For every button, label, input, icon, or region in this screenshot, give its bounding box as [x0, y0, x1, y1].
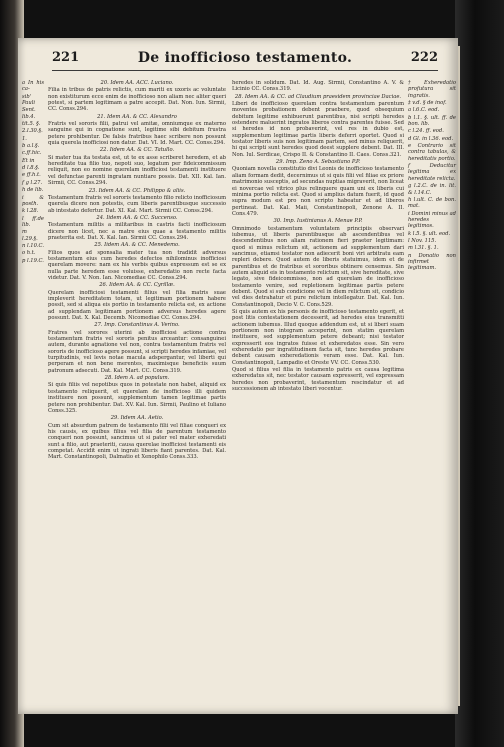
section-heading: 26. Iidem AA. & CC. Cyrillæ. — [99, 282, 175, 289]
section-heading: 24. Iidem AA. & CC. Succenso. — [96, 214, 178, 221]
margin-note: g l.2.C. de in. lit. & l.14.C. — [408, 183, 456, 196]
folio-right: 222 — [410, 50, 438, 65]
margin-note: m l.31. §. 1. — [408, 245, 439, 252]
margin-note: h l.ult. C. de bon. mat. — [408, 196, 456, 210]
margin-note: d l.8.§. — [22, 165, 40, 172]
margin-note: n l.10.C. — [22, 242, 44, 249]
paragraph: Quoniam novella constitutio divi Leonis de inofficioso testamento aliam formam dedit, decernimus ut si quis filii vel filiae ex priore matrimonio susceptis, ad secundas nuptias migraverit, non liceat ei novercae vel vitrico plus relinquere quam uni ex liberis cui minima portio relicta est. Quod si amplius datum fuerit, id quod supra modum est pro non scripto habeatur et ad liberos pertineat. Dat. Kal. Maii, Constantinopoli, Zenone A. II. Cons.479. — [232, 166, 404, 217]
paragraph: Fratris vel sororis filii, patrui vel amitæ, omniumque ex materno sanguine qui in cognatione sunt, legitime sibi debitum frustra petere prohibentur. De falsis fratribus haec scribere non possunt quia querela inofficiosi non datur. Dat. VI. Id. Mart. CC. Conss.294. — [48, 121, 226, 147]
paragraph: Si quis filiis vel nepotibus quos in potestate non habet, aliquid ex testamento reliquerit, et querelam de inofficioso illi quidem instituere non possunt, supplementum tamen legitimae partis petere non prohibentur. Dat. XV. Kal. Iun. Sirmii, Paulino et Iuliano Conss.325. — [48, 382, 226, 414]
paragraph: Filios quos ad sponsalia mater tua non tradidit adversus testamentum eius cum heredes defectos nihilominus inofficiosi querelam movere: nam ex his verbis quibus expressum est se ex nulla parte heredem esse voluisse, exheredatio non recte facta videtur. Dat. V. Non. Ian. Nicomediae CC. Conss.294. — [48, 249, 226, 281]
book-binding — [455, 0, 504, 747]
margin-note: ‡ v.d. § de inof. — [408, 100, 447, 107]
margin-note: c.ff.hic. — [22, 150, 42, 157]
section-heading: 28. Idem AA. & CC. ad Claudium praesidem provinciae Daciae. — [234, 93, 402, 100]
margin-note: † Exheredatio profutura sit ingratis. — [408, 80, 456, 99]
paragraph: Si quis autem ex his personis de inofficioso testamento egerit, et post litis contestationem decesserit, ad heredes eius transmitti actionem iubemus. Illud quoque addendum est, ut si liberi suam portionem non integram acceperint, non statim querelam instituere, sed supplementum petere debeant; nisi testator expresserit eos ingratos fuisse et exheredatos esse. Sin vero exheredatio per ingratitudinem facta sit, tunc heredes probare debent causam exheredationis veram esse. Dat. Kal. Iun. Constantinopoli, Lampadio et Oreste VV. CC. Conss.530. — [232, 309, 404, 366]
margin-note: o h.t. — [22, 250, 36, 257]
margin-note: 2.l.30.§. — [22, 128, 43, 135]
section-heading: 22. Iidem AA. & CC. Tatullo. — [99, 147, 175, 154]
paragraph: Cum sit absurdum patrem de testamento filii vel filiae conqueri ex his causis, ex quibus filius vel filia de parentum testamento conqueri non possunt, sancimus ut si pater vel mater exheredati sunt a filio, aut praeteriti, causa querelae inofficiosi testamenti eis competat. Accidit enim ut ingrati liberis fiant parentes. Dat. Kal. Mart. Constantinopoli, Dalmatio et Xenophilo Conss.333. — [48, 422, 226, 461]
margin-note: c l.24. ff. eod. — [408, 128, 444, 135]
margin-note: n Donatio non infirmet legitimam. — [408, 252, 456, 272]
section-heading: 25. Iidem AA. & CC. Menedemo. — [94, 242, 180, 249]
margin-note: k l.28. — [22, 208, 39, 215]
margin-note: tit.5. §. — [22, 121, 41, 128]
section-heading: 29. Imp. Zeno A. Sebastiano P.P. — [275, 159, 361, 166]
section-heading: 21. Idem AA. & CC. Alexandro — [97, 113, 177, 120]
left-margin-notes — [22, 80, 44, 265]
paragraph: Liberi de inofficioso querelam contra testamentum parentum moventes probationem debent praebere, quod obsequium debitum legitime exhibuerunt parentibus, nisi scripti heredes ostendere maluerint ingratos liberos contra parentes fuisse. Sed si heredes id non probaverint, vel res in dubio est, supplementum legitimae partis liberis deferri oportet. Quod si testator liberis suis non legitimam partem, sed minus reliquerit, hi qui scripti sunt heredes quod deest supplere debent. Dat. III. Non. Iul. Serdicae, Crispo II. & Constantino II. Caes. Conss.321. — [232, 101, 404, 158]
paragraph: Omnimodo testamentum voluntatem principiis observari iubemus, ut liberis parentibusque ab ascendentibus vel descendentibus non aliam rationem fieri praeter legitimam: quod si minus relictum sit, actionem ad supplementum dari sancimus, etiamsi testator non adiecerit boni viri arbitratu eam repleri debere. Quod autem de liberis statuimus, idem et de parentibus et de fratribus et sororibus obtinere censemus. Sin autem aliquid eis in testamento relictum sit, sive hereditate, sive legato, sive fideicommisso, non ad querelam de inofficioso testamento venire, sed repletionem legitimae partis petere debent. Quod si sub condicione vel in diem relictum sit, condicio vel dies detrahatur et pure relictum intellegatur. Dat. Kal. Iun. Constantinopoli, Decio V. C. Cons.529. — [232, 225, 404, 308]
paragraph: Quod si filius vel filia in testamento patris ex causa legitima exheredatus sit, nec testator causam expresserit, vel expressam heredes non probaverint, testamentum rescindatur et ad successionem ab intestato liberi vocentur. — [232, 367, 404, 393]
margin-note: h de lib. — [22, 187, 44, 194]
margin-note: e ff.h.t. — [22, 172, 41, 179]
left-text-column — [48, 80, 226, 462]
margin-note: e Contrario sit contra tabulas, & hereditatis portio. — [408, 143, 456, 162]
margin-note: sib' Pauli — [22, 93, 36, 107]
margin-note: l ff.de lib. — [22, 215, 44, 228]
margin-note: i Domini minus ad heredes legitimos. — [408, 210, 456, 230]
running-head — [52, 50, 438, 71]
margin-note: p l.19.C. — [22, 257, 44, 264]
section-heading: 30. Imp. Iustinianus A. Menae P.P. — [273, 218, 363, 225]
right-margin-notes — [408, 80, 456, 273]
margin-note: f g l.27. — [22, 179, 43, 186]
book-page — [18, 38, 458, 714]
page-title: De inofficioso testamento. — [137, 50, 353, 66]
section-heading: 20. Idem AA. ACC. Luciano. — [100, 80, 174, 86]
margin-note: b a.l.§. — [22, 143, 40, 150]
margin-note: m l.29.§. — [22, 229, 38, 242]
paragraph — [48, 87, 226, 112]
paragraph: heredes in solidum. Dat. Id. Aug. Sirmii, Constantino A. V. & Licinio CC. Conss.319. — [232, 80, 404, 93]
paragraph-text: Filia in tribus de patris relictis, cum mariti ex uxoris ac voluntate non existiturum ecce enim de inofficioso non aliam nec aliter queri potest, si partem legitimam a patre accepit. Dat. Non. Iun. Sirmii, CC. Conss.294. — [48, 87, 226, 113]
folio-left: 221 — [52, 50, 80, 65]
margin-note: a In his ca- — [22, 80, 44, 93]
right-text-column — [232, 80, 404, 394]
margin-note: f Deducitur legitima ex hereditate relicta. — [408, 163, 456, 182]
margin-note: l Nov. 115. — [408, 237, 437, 244]
paragraph: Fratres vel sorores uterini ab inofficiosi actione contra testamentum fratris vel sororis penitus arceantur: consanguinei autem, durante agnatione vel non, contra testamentum fratris vel sororis de inofficioso agere possunt, si scripti heredes infamiae, vel turpitudinis, vel levis notae macula adspergantur, vel liberti qui perperam et non bene merentes, maximisque beneficiis suum patronum adsecuti. Dat. Kal. Mart. CC. Conss.319. — [48, 329, 226, 374]
margin-note: Sent. lib.4. — [22, 107, 36, 120]
margin-note: k l.5. §. ult. eod. — [408, 230, 451, 237]
margin-note: d Gl. in l.36. eod. — [408, 135, 454, 142]
paragraph: Querelam inofficiosi testamenti filius vel filia matris suae impleverit hereditatem totam, ut legitimam portionem habere possit, sed si aliqua eis portio in testamento relicta est, ex actione ad supplendam legitimam portionem adversus heredes agere possunt. Dat. X. Kal. Decemb. Nicomediae CC. Conss.294. — [48, 289, 226, 322]
margin-note: Et in — [22, 157, 35, 164]
section-heading: 28. Idem A. ad populum. — [104, 375, 170, 382]
margin-note: 1. — [22, 135, 27, 142]
margin-note: a l.6.C. eod. — [408, 107, 440, 114]
paragraph: Testamentum militis a militaribus in castris facti inofficiosum dicere non licet, nec a matre eius quae a testamento militis praeterita est. Dat. X. Kal. Ian. Sirmii CC. Conss.294. — [48, 222, 226, 241]
section-heading: 29. Iidem AA. Aetio. — [110, 415, 164, 422]
paragraph: Si mater tua ita testata est, ut te ex asse scriberet heredem, et ab hereditate tua filio tuo, nepoti suo, legatum per fideicommissum reliquit, non eo nomine querelam inofficiosi testamenti instituere vel defunctae parenti ingratam nuntiare possis. Dat. XII. Kal. Ian. Sirmii, CC. Conss.294. — [48, 154, 226, 187]
section-heading: 27. Imp. Constantinus A. Verino. — [94, 322, 180, 329]
margin-note: b l.1. §. ult. ff. de bon. lib. — [408, 114, 456, 128]
margin-note: i & posth. — [22, 194, 44, 207]
paragraph: Testamentum fratris vel sororis testamento filio relicto inofficiosum querela dicere non potestis, cum liberis parentibusque successio ab intestato defertur. Dat. XI. Kal. Mart. Sirmii CC. Conss.294. — [48, 194, 226, 214]
section-heading: 23. Iidem AA. & CC. Philippo & aliis. — [88, 187, 186, 194]
